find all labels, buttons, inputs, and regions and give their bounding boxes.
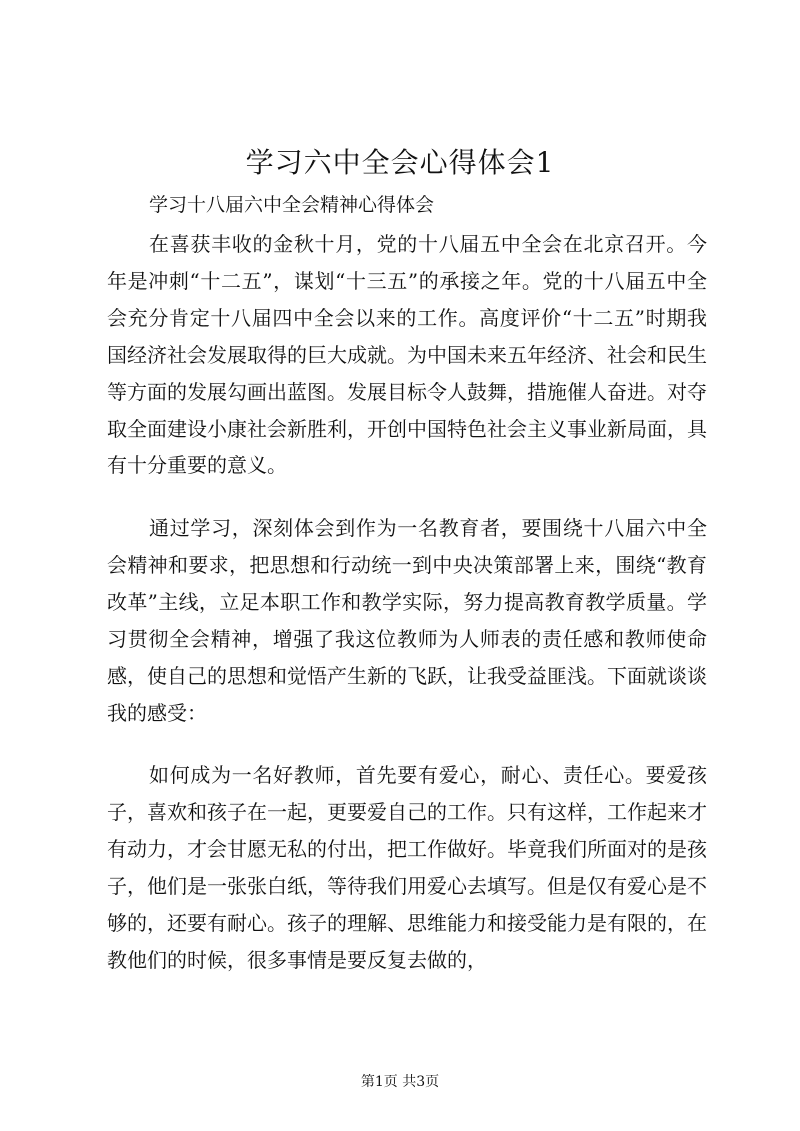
- document-subtitle: 学习十八届六中全会精神心得体会: [149, 194, 435, 216]
- body-paragraph-1: 在喜获丰收的金秋十月，党的十八届五中全会在北京召开。今年是冲刺“十二五”，谋划“十三五”的承接之年。党的十八届五中全会充分肯定十八届四中全会以来的工作。高度评价“十二五”时期我国经济社会发展取得的巨大成就。为中国未来五年经济、社会和民生等方面的发展勾画出蓝图。发展目标令人鼓舞，措施催人奋进。对夺取全面建设小康社会新胜利，开创中国特色社会主义事业新局面，具有十分重要的意义。: [107, 232, 707, 478]
- page-title: 学习六中全会心得体会1: [245, 146, 555, 179]
- page-number-footer: 第1页 共3页: [360, 1074, 440, 1090]
- body-paragraph-2: 通过学习，深刻体会到作为一名教育者，要围绕十八届六中全会精神和要求，把思想和行动统一到中央决策部署上来，围绕“教育改革”主线，立足本职工作和教学实际，努力提高教育教学质量。学习贯彻全会精神，增强了我这位教师为人师表的责任感和教师使命感，使自己的思想和觉悟产生新的飞跃，让我受益匪浅。下面就谈谈我的感受：: [107, 516, 707, 725]
- body-paragraph-3: 如何成为一名好教师，首先要有爱心，耐心、责任心。要爱孩子，喜欢和孩子在一起，更要爱自己的工作。只有这样，工作起来才有动力，才会甘愿无私的付出，把工作做好。毕竟我们所面对的是孩子，他们是一张张白纸，等待我们用爱心去填写。但是仅有爱心是不够的，还要有耐心。孩子的理解、思维能力和接受能力是有限的，在教他们的时候，很多事情是要反复去做的，: [107, 763, 707, 972]
